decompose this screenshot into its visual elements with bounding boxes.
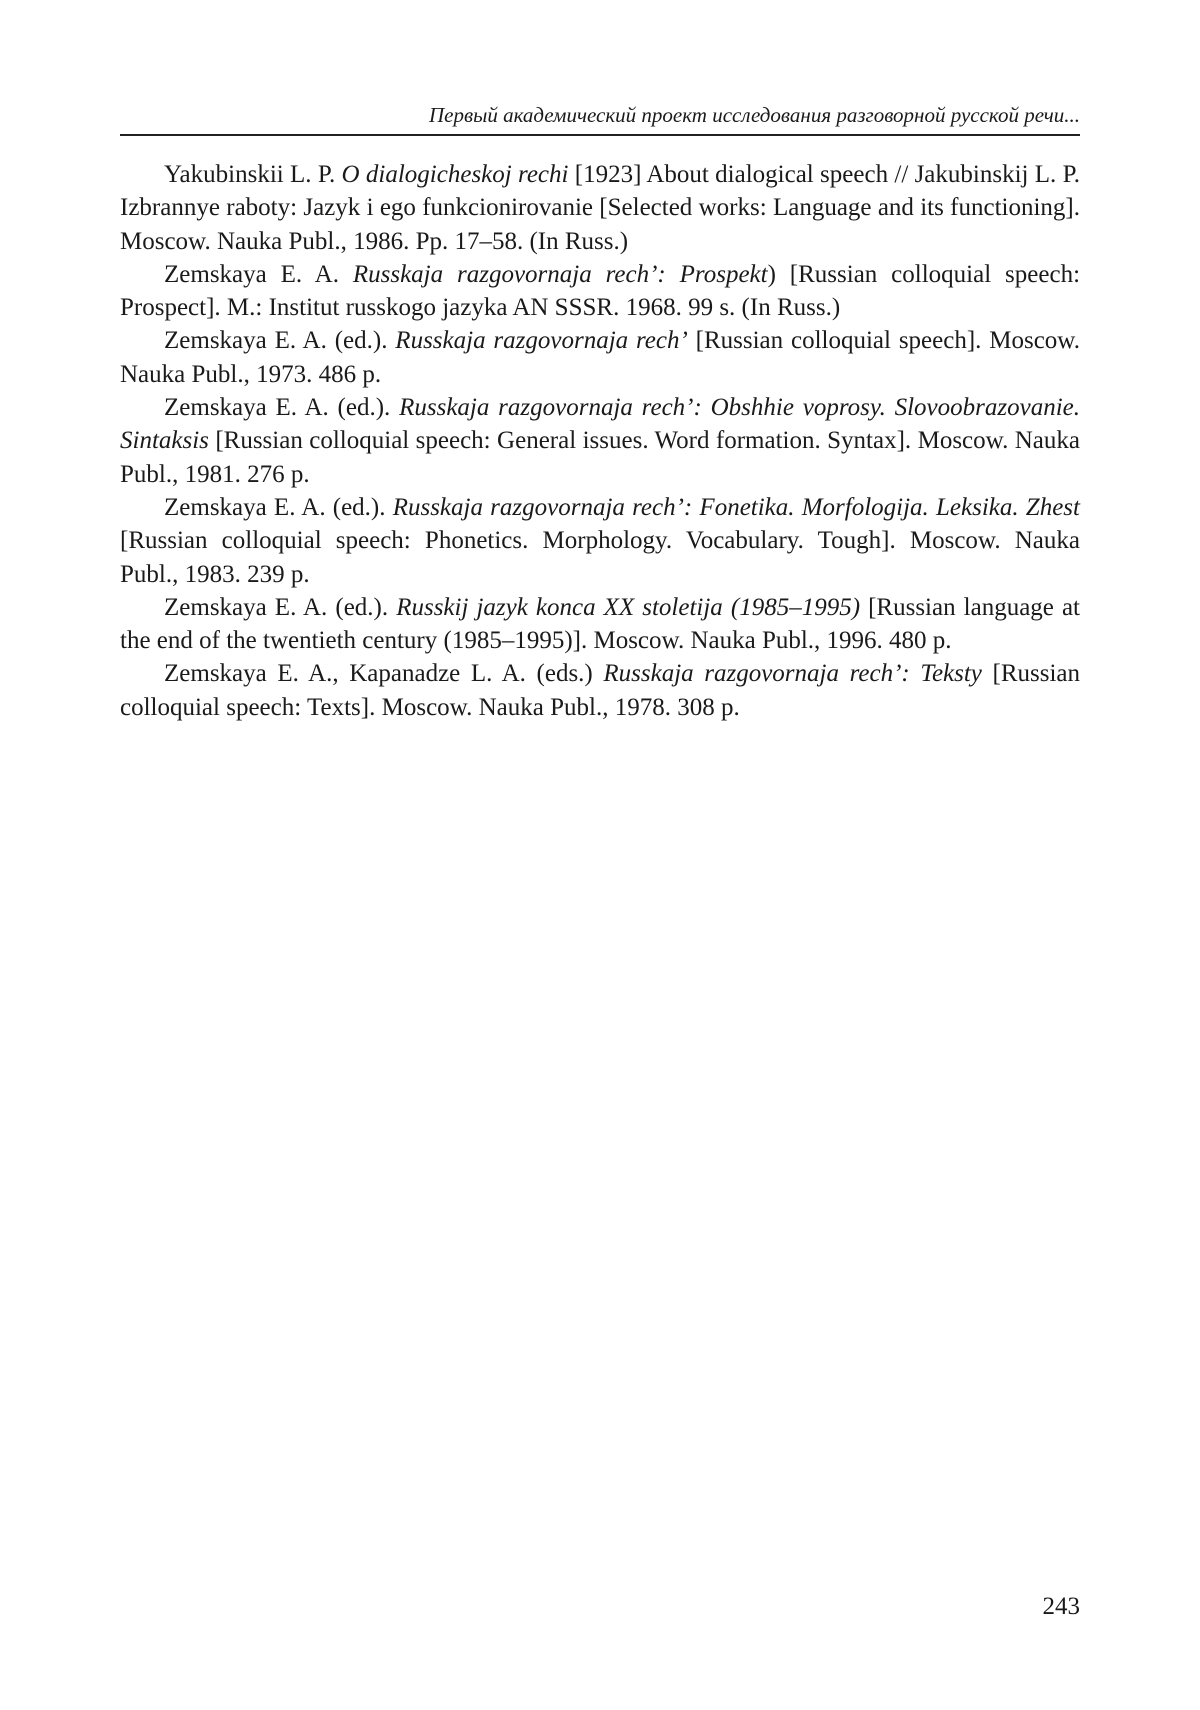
reference-entry bbox=[120, 158, 1080, 258]
reference-authors: Zemskaya E. A. (ed.). bbox=[164, 493, 393, 521]
reference-authors: Zemskaya E. A. bbox=[164, 260, 353, 288]
reference-title: Russkij jazyk konca XX stoletija (1985–1995) bbox=[396, 593, 861, 621]
reference-entry bbox=[120, 324, 1080, 391]
reference-title: Russkaja razgovornaja rech’: Obshhie voprosy. Slovoobrazovanie. Sintaksis bbox=[120, 394, 1080, 455]
reference-details: [Russian language at the end of the twentieth century (1985–1995)]. Moscow. Nauka Publ., 1996. 480 p. bbox=[120, 593, 1080, 655]
reference-title: Russkaja razgovornaja rech’: Teksty bbox=[603, 660, 982, 688]
reference-authors: Yakubinskii L. P. bbox=[164, 161, 342, 188]
reference-entry bbox=[120, 491, 1080, 591]
reference-authors: Zemskaya E. A. (ed.). bbox=[164, 593, 397, 621]
reference-details: [Russian colloquial speech: Phonetics. Morphology. Vocabulary. Tough]. Moscow. Nauka Publ., 1983. 239 p. bbox=[120, 527, 1080, 588]
reference-title: Russkaja razgovornaja rech’: Prospekt bbox=[352, 260, 768, 288]
reference-title: O dialogicheskoj rechi bbox=[341, 161, 569, 188]
reference-title: Russkaja razgovornaja rech’ bbox=[395, 327, 688, 355]
reference-entry bbox=[120, 258, 1080, 325]
reference-details: ) [Russian colloquial speech: Prospect]. M.: Institut russkogo jazyka AN SSSR. 1968. 99 s. (In Russ.) bbox=[120, 260, 1081, 322]
reference-details: [Russian colloquial speech: Texts]. Moscow. Nauka Publ., 1978. 308 p. bbox=[120, 660, 1081, 721]
reference-details: [Russian colloquial speech: General issues. Word formation. Syntax]. Moscow. Nauka Publ., 1981. 276 p. bbox=[120, 427, 1080, 488]
reference-entry bbox=[120, 591, 1080, 658]
running-header: Первый академический проект исследования разговорной русской речи... bbox=[120, 100, 1080, 136]
reference-entry bbox=[120, 657, 1080, 724]
reference-list bbox=[120, 158, 1080, 724]
reference-title: Russkaja razgovornaja rech’: Fonetika. Morfologija. Leksika. Zhest bbox=[392, 493, 1080, 521]
reference-authors: Zemskaya E. A. (ed.). bbox=[164, 327, 396, 355]
reference-details: [Russian colloquial speech]. Moscow. Nauka Publ., 1973. 486 p. bbox=[120, 327, 1080, 388]
reference-entry bbox=[120, 391, 1080, 491]
reference-authors: Zemskaya E. A. (ed.). bbox=[164, 394, 400, 422]
reference-authors: Zemskaya E. A., Kapanadze L. A. (eds.) bbox=[164, 660, 604, 688]
page-number: 243 bbox=[1042, 1593, 1080, 1620]
reference-details: [1923] About dialogical speech // Jakubinskij L. P. Izbrannye raboty: Jazyk i ego funkcionirovanie [Selected works: Language and its functioning]. Moscow. Nauka Publ., 1986. Pp. 17–58. (In Russ.) bbox=[120, 161, 1080, 255]
